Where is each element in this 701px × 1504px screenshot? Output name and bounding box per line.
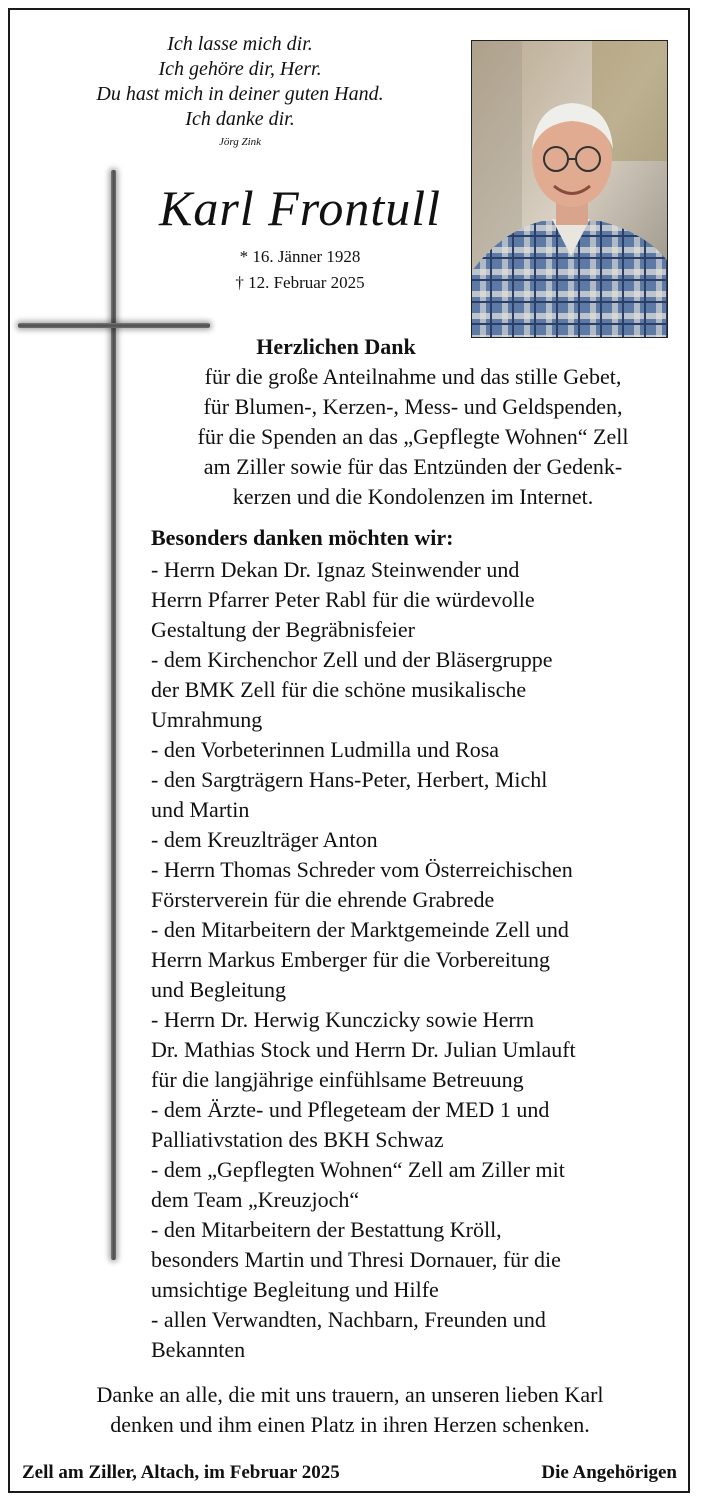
list-item-line: dem Team „Kreuzjoch“ [151, 1187, 360, 1212]
list-item-line: Herrn Markus Emberger für die Vorbereitung [151, 947, 550, 972]
list-item-line: Gestaltung der Begräbnisfeier [151, 617, 415, 642]
list-item [151, 735, 681, 765]
poem-line: Ich gehöre dir, Herr. [158, 58, 322, 80]
death-date: † 12. Februar 2025 [235, 273, 365, 292]
list-item-line: Dr. Mathias Stock und Herrn Dr. Julian Umlauft [151, 1037, 576, 1062]
list-item-line: besonders Martin und Thresi Dornauer, für die [151, 1247, 561, 1272]
special-thanks-list [151, 555, 681, 1365]
thanks-line: kerzen und die Kondolenzen im Internet. [232, 484, 594, 509]
closing-text [20, 1380, 680, 1440]
list-item [151, 765, 681, 825]
closing-line: Danke an alle, die mit uns trauern, an unseren lieben Karl [96, 1382, 604, 1407]
poem [60, 32, 420, 132]
list-item-line: - den Mitarbeitern der Bestattung Kröll, [151, 1217, 502, 1242]
list-item-line: - Herrn Thomas Schreder vom Österreichischen [151, 857, 573, 882]
special-thanks-heading: Besonders danken möchten wir: [151, 525, 454, 550]
signature: Die Angehörigen [541, 1462, 677, 1483]
list-item-line: - Herrn Dekan Dr. Ignaz Steinwender und [151, 557, 520, 582]
list-item-line: für die langjährige einfühlsame Betreuung [151, 1067, 524, 1092]
thanks-heading: Herzlichen Dank [256, 334, 416, 359]
thanks-line: für die große Anteilnahme und das stille Gebet, [204, 364, 622, 389]
list-item [151, 1305, 681, 1365]
portrait-photo [471, 40, 668, 338]
portrait-illustration [472, 41, 668, 338]
list-item [151, 825, 681, 855]
cross-vertical-beam [111, 170, 116, 1260]
list-item [151, 855, 681, 915]
list-item-line: umsichtige Begleitung und Hilfe [151, 1277, 439, 1302]
list-item [151, 645, 681, 735]
cross-horizontal-beam [18, 323, 210, 328]
list-item [151, 1155, 681, 1215]
list-item-line: - den Sargträgern Hans-Peter, Herbert, Michl [151, 767, 548, 792]
list-item [151, 1005, 681, 1095]
list-item-line: Försterverein für die ehrende Grabrede [151, 887, 495, 912]
birth-date: * 16. Jänner 1928 [239, 247, 361, 266]
list-item-line: und Martin [151, 797, 250, 822]
list-item [151, 915, 681, 1005]
closing-line: denken und ihm einen Platz in ihren Herzen schenken. [110, 1412, 590, 1437]
list-item-line: Umrahmung [151, 707, 263, 732]
list-item-line: - dem Kreuzlträger Anton [151, 827, 378, 852]
list-item-line: - dem Kirchenchor Zell und der Bläsergruppe [151, 647, 553, 672]
place-date: Zell am Ziller, Altach, im Februar 2025 [22, 1462, 340, 1483]
life-dates [150, 244, 450, 296]
list-item-line: - Herrn Dr. Herwig Kunczicky sowie Herrn [151, 1007, 535, 1032]
list-item-line: Palliativstation des BKH Schwaz [151, 1127, 444, 1152]
poem-author: Jörg Zink [218, 136, 262, 148]
thanks-line: am Ziller sowie für das Entzünden der Gedenk- [203, 454, 623, 479]
deceased-name: Karl Frontull [158, 180, 442, 236]
thanks-text [148, 362, 678, 512]
list-item-line: und Begleitung [151, 977, 287, 1002]
poem-line: Ich danke dir. [185, 108, 295, 130]
list-item-line: - den Mitarbeitern der Marktgemeinde Zell und [151, 917, 569, 942]
list-item-line: - dem „Gepflegten Wohnen“ Zell am Ziller mit [151, 1157, 565, 1182]
list-item-line: Herrn Pfarrer Peter Rabl für die würdevolle [151, 587, 535, 612]
list-item [151, 1095, 681, 1155]
poem-line: Du hast mich in deiner guten Hand. [96, 83, 384, 105]
list-item-line: - allen Verwandten, Nachbarn, Freunden und [151, 1307, 546, 1332]
list-item-line: der BMK Zell für die schöne musikalische [151, 677, 527, 702]
list-item-line: - dem Ärzte- und Pflegeteam der MED 1 und [151, 1097, 550, 1122]
list-item-line: Bekannten [151, 1337, 246, 1362]
poem-line: Ich lasse mich dir. [167, 33, 313, 55]
thanks-line: für die Spenden an das „Gepflegte Wohnen“ Zell [197, 424, 629, 449]
list-item [151, 555, 681, 645]
list-item-line: - den Vorbeterinnen Ludmilla und Rosa [151, 737, 500, 762]
list-item [151, 1215, 681, 1305]
thanks-line: für Blumen-, Kerzen-, Mess- und Geldspenden, [203, 394, 623, 419]
